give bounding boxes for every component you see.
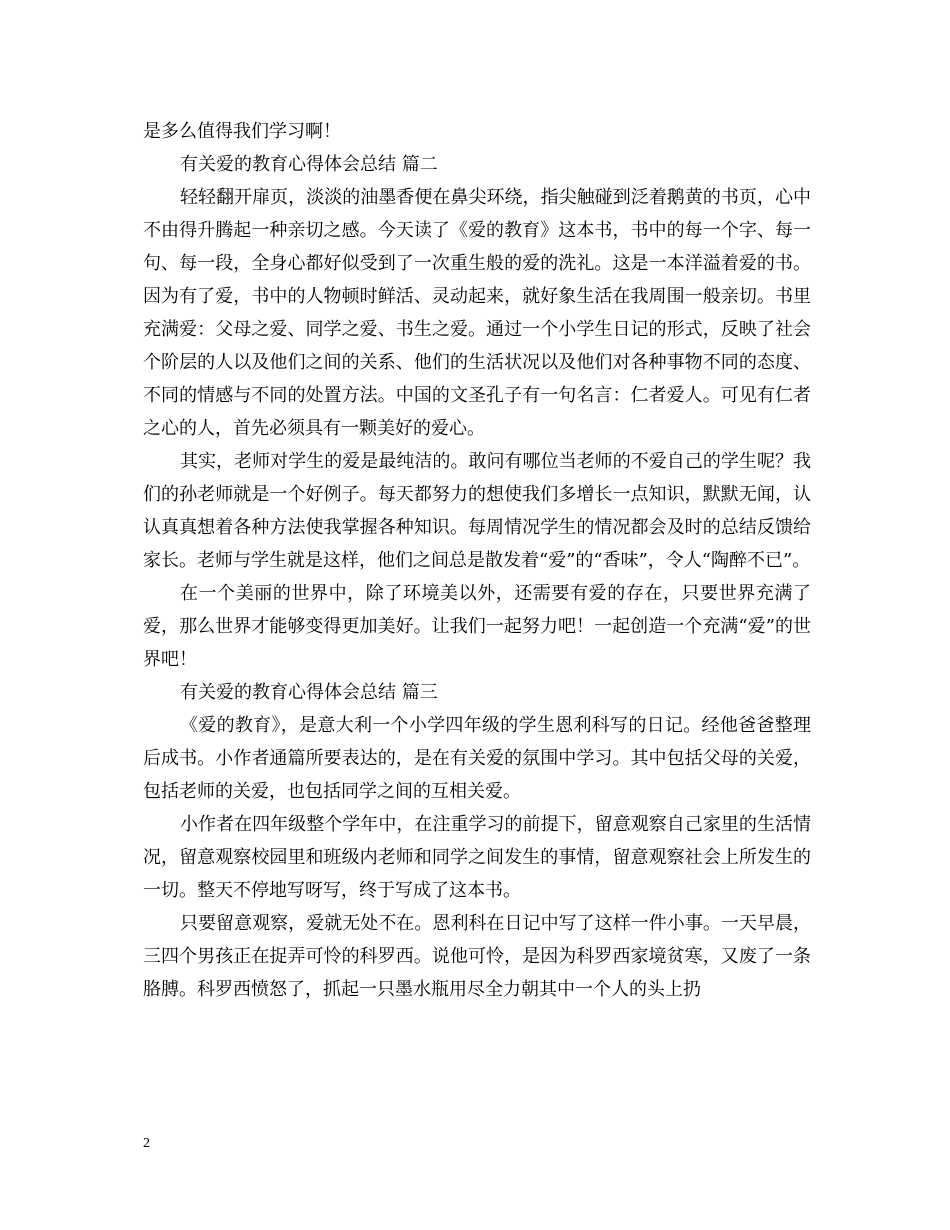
paragraph: 其实，老师对学生的爱是最纯洁的。敢问有哪位当老师的不爱自己的学生呢？我们的孙老师就是一个好例子。每天都努力的想使我们多增长一点知识，默默无闻，认认真真想着各种方法使我掌握各种知识。每周情况学生的情况都会及时的总结反馈给家长。老师与学生就是这样，他们之间总是散发着“爱”的“香味”，令人“陶醉不已”。 <box>143 451 811 571</box>
body-text <box>143 115 811 1006</box>
page-number: 2 <box>143 1136 150 1151</box>
section-heading-3: 有关爱的教育心得体会总结 篇三 <box>180 682 438 703</box>
section-heading-2: 有关爱的教育心得体会总结 篇二 <box>180 154 438 175</box>
paragraph: 轻轻翻开扉页，淡淡的油墨香便在鼻尖环绕，指尖触碰到泛着鹅黄的书页，心中不由得升腾起一种亲切之感。今天读了《爱的教育》这本书，书中的每一个字、每一句、每一段，全身心都好似受到了一次重生般的爱的洗礼。这是一本洋溢着爱的书。因为有了爱，书中的人物顿时鲜活、灵动起来，就好象生活在我周围一般亲切。书里充满爱：父母之爱、同学之爱、书生之爱。通过一个小学生日记的形式，反映了社会个阶层的人以及他们之间的关系、他们的生活状况以及他们对各种事物不同的态度、不同的情感与不同的处置方法。中国的文圣孔子有一句名言：仁者爱人。可见有仁者之心的人，首先必须具有一颗美好的爱心。 <box>143 187 811 439</box>
paragraph: 《爱的教育》，是意大利一个小学四年级的学生恩利科写的日记。经他爸爸整理后成书。小作者通篇所要表达的，是在有关爱的氛围中学习。其中包括父母的关爱，包括老师的关爱，也包括同学之间的互相关爱。 <box>143 715 811 802</box>
paragraph-continuation: 是多么值得我们学习啊！ <box>143 121 341 142</box>
paragraph: 小作者在四年级整个学年中，在注重学习的前提下，留意观察自己家里的生活情况，留意观察校园里和班级内老师和同学之间发生的事情，留意观察社会上所发生的一切。整天不停地写呀写，终于写成了这本书。 <box>143 814 811 901</box>
paragraph: 只要留意观察，爱就无处不在。恩利科在日记中写了这样一件小事。一天早晨，三四个男孩正在捉弄可怜的科罗西。说他可怜，是因为科罗西家境贫寒，又废了一条胳膊。科罗西愤怒了，抓起一只墨水瓶用尽全力朝其中一个人的头上扔 <box>143 913 811 1000</box>
paragraph: 在一个美丽的世界中，除了环境美以外，还需要有爱的存在，只要世界充满了爱，那么世界才能够变得更加美好。让我们一起努力吧！一起创造一个充满“爱”的世界吧！ <box>143 583 811 670</box>
